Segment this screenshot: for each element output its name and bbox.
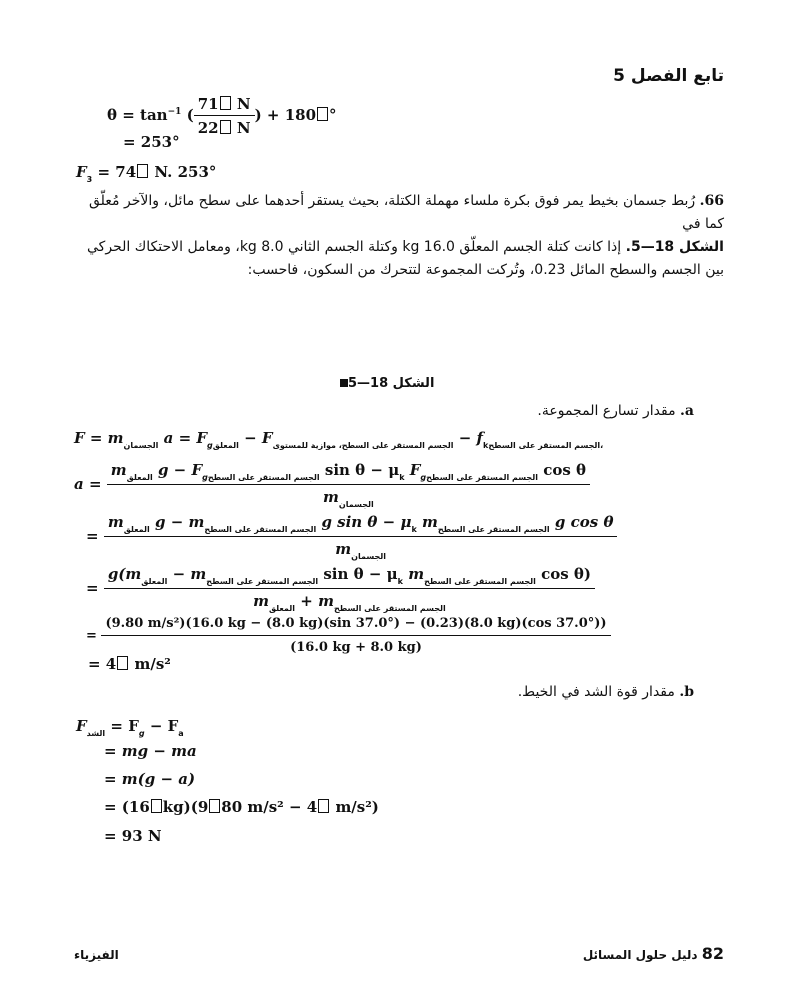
eq-acceleration-forces: a = $m_{المعلق}$ $g - F_{gالجسم المستقر على السطح}$ $\sin \theta - \mu_k$ $F_{gالجسم المستقر على السطح}$ cos θ $m_{الجسمان}$ [74, 460, 590, 510]
part-b-label: b. مقدار قوة الشد في الخيط. [517, 684, 694, 700]
tension-result: = 93 N [104, 827, 162, 845]
footer-page: 82 دليل حلول المسائل [582, 944, 724, 963]
tension-eq-3: = m(g − a) [104, 770, 196, 788]
tension-eq-1: $F_{الشد} = F_g - F_a$ [76, 717, 184, 738]
theta-result: = 253° [123, 133, 180, 151]
eq-acceleration-numeric: = (9.80 m/s²)(16.0 kg − (8.0 kg)(sin 37.0°) − (0.23)(8.0 kg)(cos 37.0°)) (16.0 kg + 8.0 kg) [86, 614, 611, 658]
eq-acceleration-factored: = $g(m_{المعلق} - m_{الجسم المستقر على السطح}$ $\sin \theta - \mu_k$ $m_{الجسم المستقر على السطح}$ cos θ) $m_{المعلق} + m_{الجسم المستقر على السطح}$ [86, 564, 595, 614]
tension-eq-4: = (16 kg)(9 80 m/s² − 4 m/s²) [104, 798, 379, 816]
tension-eq-2: = mg − ma [104, 742, 197, 760]
theta-equation: $\theta = \tan^{-1}$ ( $\frac{71 N}{22 N}$ ) + 180 ° [107, 95, 337, 137]
problem-66: 66. رُبط جسمان بخيط يمر فوق بكرة ملساء مهملة الكتلة، بحيث يستقر أحدهما على سطح مائل، والآخر مُعلّق كما في الشكل 18—5. إذا كانت كتلة الجسم المعلّق 16.0 kg وكتلة الجسم الثاني 8.0 kg، ومعامل الاحتكاك الحركي بين الجسم والسطح المائل 0.23، وتُركت المجموعة لتتحرك من السكون، فاحسب: [87, 193, 724, 278]
chapter-header: تابع الفصل 5 [613, 66, 724, 86]
eq-newton-second-law: $F = m_{الجسمان}$ $a = F_{gالمعلق} - F_{الجسم المستقر على السطح، موازية للمستوى} - f_{kالجسم المستقر على السطح،}$ [74, 429, 604, 450]
caption-square-icon [340, 379, 348, 387]
acceleration-result: = 4 m/s² [88, 655, 171, 673]
footer-subject: الفيزياء [74, 948, 119, 962]
figure-caption: الشكل 18—5 [336, 376, 434, 391]
eq-acceleration-masses: = $m_{المعلق}$ $g - m_{الجسم المستقر على السطح}$ g $\sin \theta - \mu_k$ $m_{الجسم المستقر على السطح}$ g cos θ $m_{الجسمان}$ [86, 512, 617, 562]
page-number: 82 [701, 944, 724, 963]
part-a-label: a. مقدار تسارع المجموعة. [537, 403, 694, 419]
f3-equation: $F_3 = 74$ N. 253° [76, 163, 217, 184]
